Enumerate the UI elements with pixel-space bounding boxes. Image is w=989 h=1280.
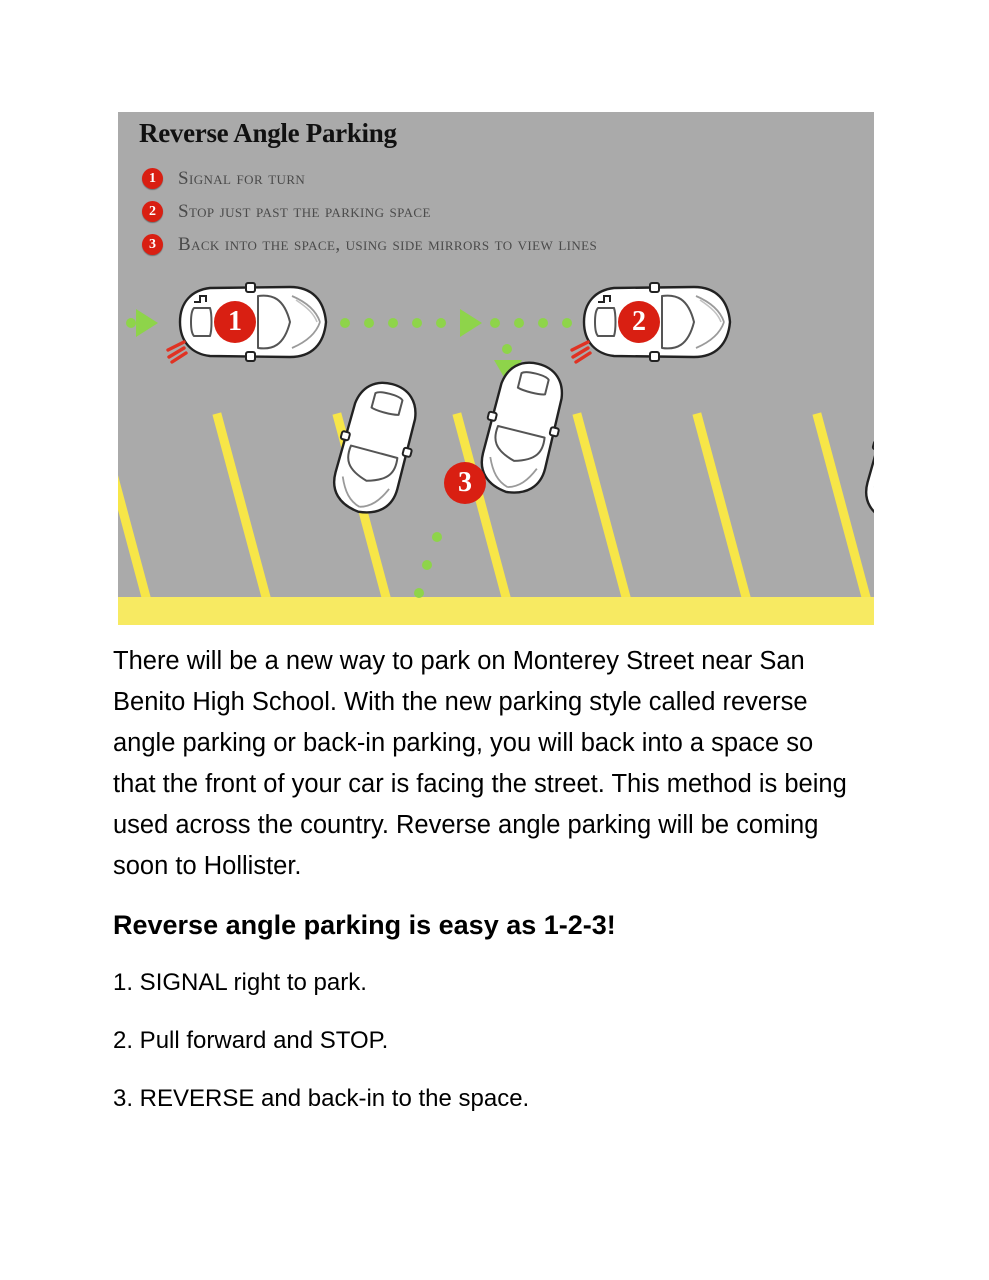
- intro-paragraph: There will be a new way to park on Monterey Street near San Benito High School. With the new parking style called reverse angle parking or back-in parking, you will back into a space so that the front of your car is facing the street. This method is being used across the country. Reverse angle parking will be coming soon to Hollister.: [113, 647, 847, 880]
- path-dot: [436, 318, 446, 328]
- stall-line: [692, 412, 750, 600]
- car-badge-3: 3: [444, 462, 486, 504]
- path-dot: [364, 318, 374, 328]
- car-illustration-parked-right: [852, 373, 874, 538]
- legend-label-1: Signal for turn: [178, 167, 306, 189]
- path-dot: [432, 532, 442, 542]
- step-item-1: 1. SIGNAL right to park.: [113, 969, 367, 996]
- car-badge-1: 1: [214, 301, 256, 343]
- path-dot: [514, 318, 524, 328]
- step-item-2: 2. Pull forward and STOP.: [113, 1027, 389, 1054]
- infographic-title: Reverse Angle Parking: [139, 118, 397, 148]
- step-item-3: 3. REVERSE and back-in to the space.: [113, 1085, 530, 1112]
- infographic-legend: [142, 162, 842, 261]
- legend-badge-1: 1: [142, 168, 163, 189]
- path-dot: [490, 318, 500, 328]
- path-dot: [388, 318, 398, 328]
- path-dot: [412, 318, 422, 328]
- car-badge-2: 2: [618, 301, 660, 343]
- path-arrow-left-start-icon: [136, 309, 158, 337]
- stall-line: [118, 412, 151, 600]
- legend-badge-2: 2: [142, 201, 163, 222]
- path-dot: [340, 318, 350, 328]
- legend-label-2: Stop just past the parking space: [178, 200, 431, 222]
- car-illustration-parked-left: [320, 363, 432, 528]
- steps-list: [113, 968, 855, 1142]
- reverse-angle-parking-infographic: [118, 112, 874, 625]
- path-dot: [126, 318, 136, 328]
- car-illustration-2: [570, 280, 738, 364]
- path-dot: [414, 588, 424, 598]
- legend-item: [142, 195, 842, 228]
- legend-item: [142, 228, 842, 261]
- path-dot: [538, 318, 548, 328]
- stall-line: [572, 412, 630, 600]
- path-dot: [422, 560, 432, 570]
- path-arrow-mid-icon: [460, 309, 482, 337]
- curb-band: [118, 597, 874, 625]
- legend-item: [142, 162, 842, 195]
- legend-label-3: Back into the space, using side mirrors to view lines: [178, 233, 598, 255]
- legend-badge-3: 3: [142, 234, 163, 255]
- car-illustration-1: [166, 280, 334, 364]
- section-heading: Reverse angle parking is easy as 1-2-3!: [113, 910, 616, 940]
- stall-line: [212, 412, 270, 600]
